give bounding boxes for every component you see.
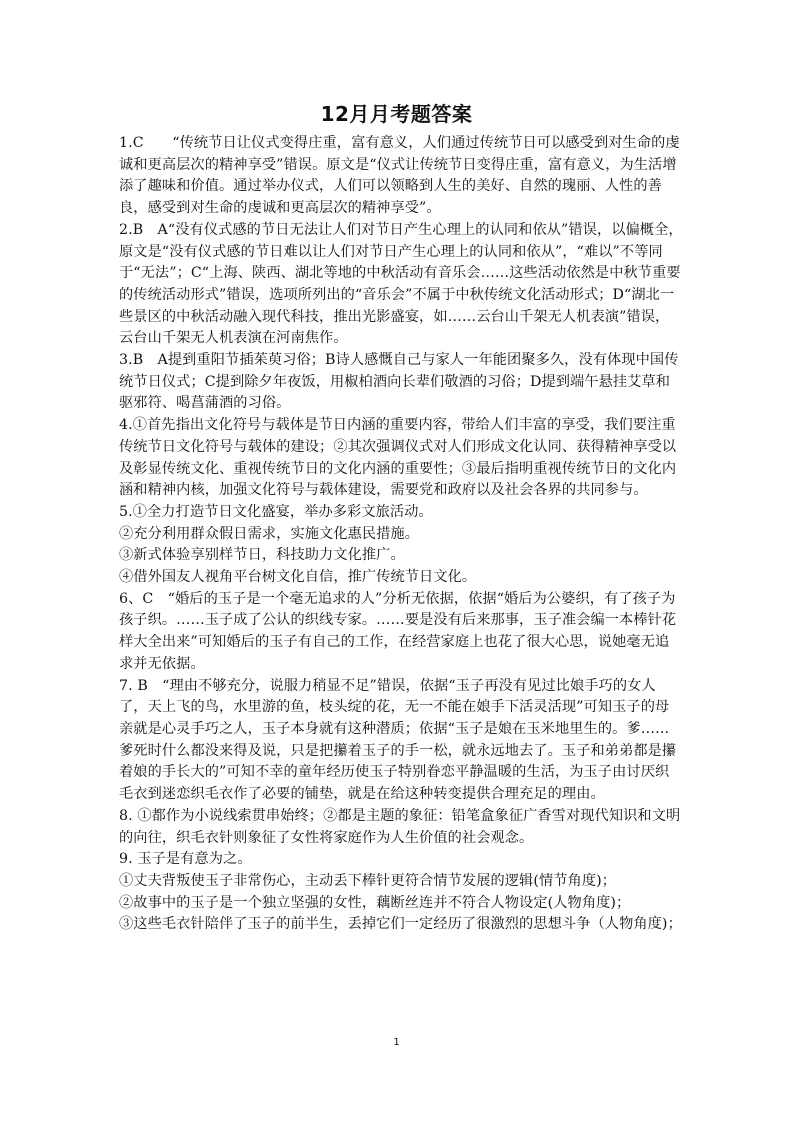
answer-9-point-1: ①丈夫背叛使玉子非常伤心，主动丢下棒针更符合情节发展的逻辑(情节角度)；: [119, 872, 617, 889]
answer-6: 6、C “婚后的玉子是一个毫无追求的人”分析无依据，依据“婚后为公婆织，有了孩子为孩子织。……玉子成了公认的织线专家。……要是没有后来那事，玉子准会编一本棒针花样大全出来”可知婚后的玉子有自己的工作，在经营家庭上也花了很大心思，说她毫无追求并无依据。: [119, 590, 677, 672]
answer-9: 9. 玉子是有意为之。: [119, 851, 252, 868]
document-title: 12月月考题答案: [320, 102, 473, 126]
page-number: 1: [393, 1037, 400, 1048]
answer-8: 8. ①都作为小说线索贯串始终；②都是主题的象征：铅笔盒象征广香雪对现代知识和文明的向往，织毛衣针则象征了女性将家庭作为人生价值的社会观念。: [119, 807, 681, 846]
answer-7: 7. B “理由不够充分，说服力稍显不足”错误，依据“玉子再没有见过比娘手巧的女人了，天上飞的鸟，水里游的鱼，枝头绽的花，无一不能在娘手下活灵活现”可知玉子的母亲就是心灵手巧之人，玉子本身就有这种潜质；依据“玉子是娘在玉米地里生的。爹……爹死时什么都没来得及说，只是把攥着玉子的手一松，就永远地去了。玉子和弟弟都是攥着娘的手长大的”可知不幸的童年经历使玉子特别眷恋平静温暖的生活，为玉子由讨厌织毛衣到迷恋织毛衣作了必要的铺垫，就是在给这种转变提供合理充足的理由。: [119, 677, 677, 803]
answer-4: 4.①首先指出文化符号与载体是节日内涵的重要内容，带给人们丰富的享受，我们要注重传统节日文化符号与载体的建设；②其次强调仪式对人们形成文化认同、获得精神享受以及彰显传统文化、重视传统节日的文化内涵的重要性；③最后指明重视传统节日的文化内涵和精神内核，加强文化符号与载体建设，需要党和政府以及社会各界的共同参与。: [119, 417, 677, 499]
document-body: [119, 133, 683, 936]
answer-9-point-3: ③这些毛衣针陪伴了玉子的前半生，丢掉它们一定经历了很激烈的思想斗争（人物角度)；: [119, 916, 682, 933]
answer-5-point-3: ③新式体验享别样节日，科技助力文化推广。: [119, 547, 405, 564]
answer-9-point-2: ②故事中的玉子是一个独立坚强的女性，藕断丝连并不符合人物设定(人物角度)；: [119, 894, 631, 911]
answer-5-point-2: ②充分利用群众假日需求，实施文化惠民措施。: [119, 525, 420, 542]
answer-3: 3.B A提到重阳节插茱萸习俗；B诗人感慨自己与家人一年能团聚多久，没有体现中国传统节日仪式；C提到除夕年夜饭，用椒柏酒向长辈们敬酒的习俗；D提到端午悬挂艾草和驱邪符、喝菖蒲酒的习俗。: [119, 352, 679, 412]
answer-5-point-4: ④借外国友人视角平台树文化自信，推广传统节日文化。: [119, 569, 477, 586]
answer-1: 1.C “传统节日让仪式变得庄重，富有意义，人们通过传统节日可以感受到对生命的虔诚和更高层次的精神享受”错误。原文是“仪式让传统节日变得庄重，富有意义，为生活增添了趣味和价值。通过举办仪式，人们可以领略到人生的美好、自然的瑰丽、人性的善良，感受到对生命的虔诚和更高层次的精神享受”。: [119, 135, 680, 217]
answer-2: 2.B A“没有仪式感的节日无法让人们对节日产生心理上的认同和依从”错误，以偏概全，原文是“没有仪式感的节日难以让人们对节日产生心理上的认同和依从”，“难以”不等同于“无法”；C“上海、陕西、湖北等地的中秋活动有音乐会……这些活动依然是中秋节重要的传统活动形式”错误，选项所列出的“音乐会”不属于中秋传统文化活动形式；D“湖北一些景区的中秋活动融入现代科技，推出光影盛宴，如……云台山千架无人机表演”错误，云台山千架无人机表演在河南焦作。: [119, 221, 683, 347]
answer-5-point-1: 5.①全力打造节日文化盛宴，举办多彩文旅活动。: [119, 503, 433, 520]
